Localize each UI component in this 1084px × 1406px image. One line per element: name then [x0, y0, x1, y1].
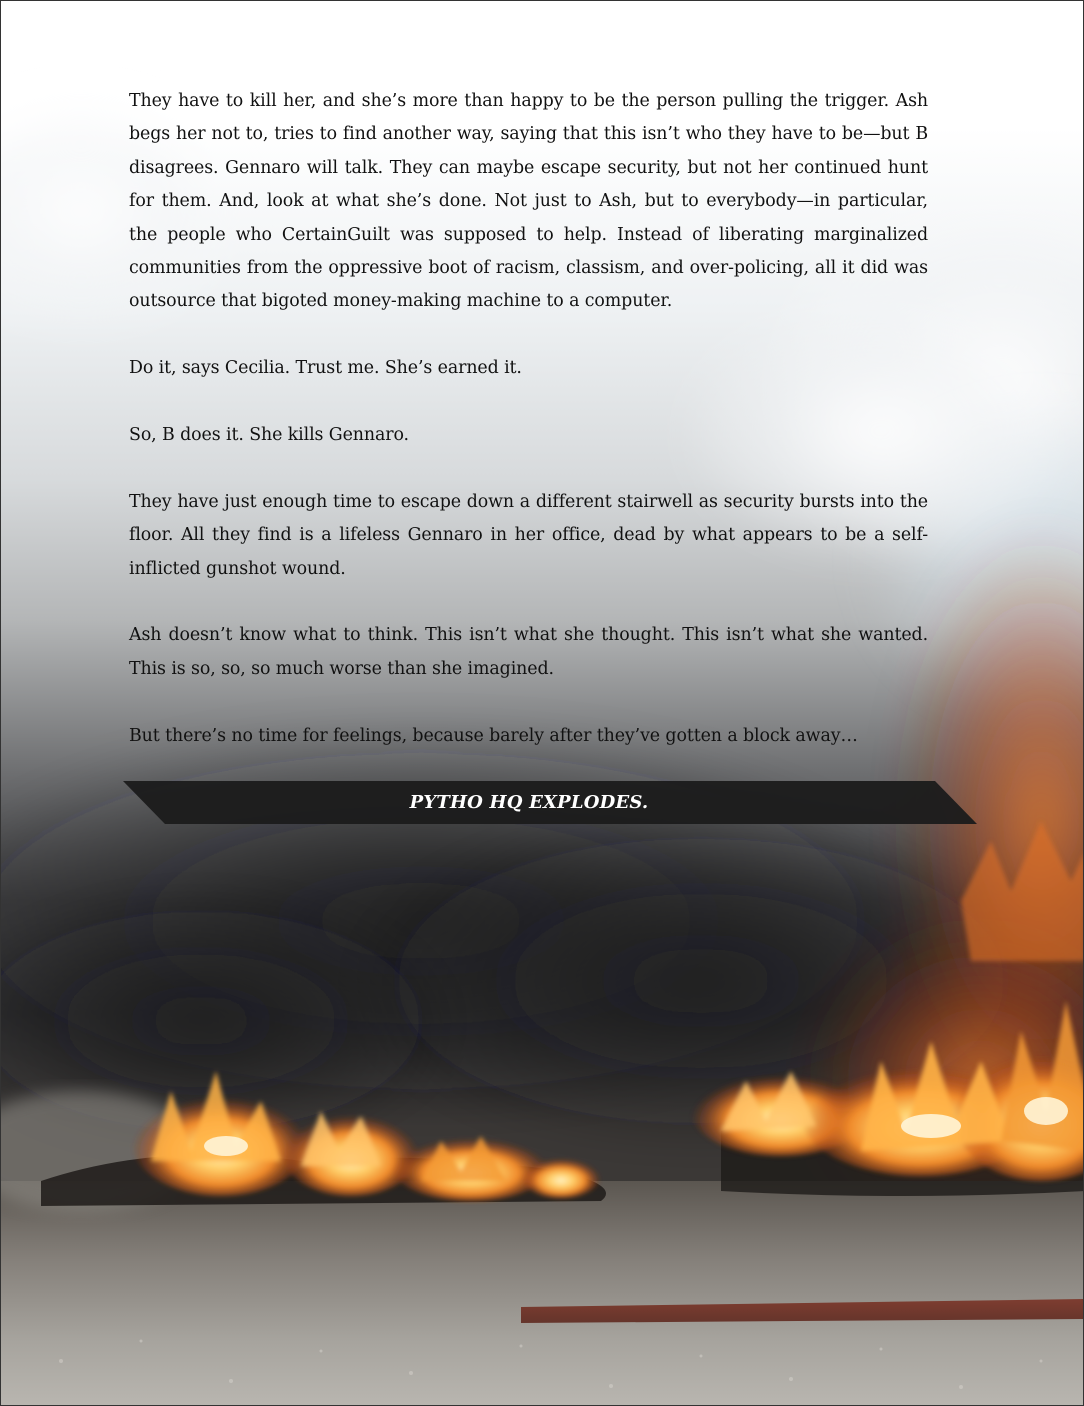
paragraph-1: They have to kill her, and she’s more than happy to be the person pulling the trigger. Ash begs her not to, tries to find another way, saying that this isn’t who they have to be—but B disagrees. Gennaro will talk. They can maybe escape security, but not her continued hunt for them. And, look at what she’s done. Not just to Ash, but to everybody—in particular, the people who CertainGuilt was supposed to help. Instead of liberating marginalized communities from the oppressive boot of racism, classism, and over-policing, all it did was outsource that bigoted money-making machine to a computer. — [129, 91, 928, 312]
paragraph-5: Ash doesn’t know what to think. This isn’t what she thought. This isn’t what she wanted. This is so, so, so much worse than she imagined. — [129, 625, 928, 679]
body-text — [129, 85, 928, 753]
paragraph-3: So, B does it. She kills Gennaro. — [129, 425, 409, 446]
headline-banner — [123, 781, 977, 824]
paragraph-4: They have just enough time to escape down a different stairwell as security bursts into the floor. All they find is a lifeless Gennaro in her office, dead by what appears to be a self-inflicted gunshot wound. — [129, 491, 928, 579]
paragraph-2: Do it, says Cecilia. Trust me. She’s earned it. — [129, 358, 522, 379]
banner-text: PYTHO HQ EXPLODES. — [409, 792, 649, 813]
paragraph-6: But there’s no time for feelings, because barely after they’ve gotten a block away… — [129, 725, 858, 746]
